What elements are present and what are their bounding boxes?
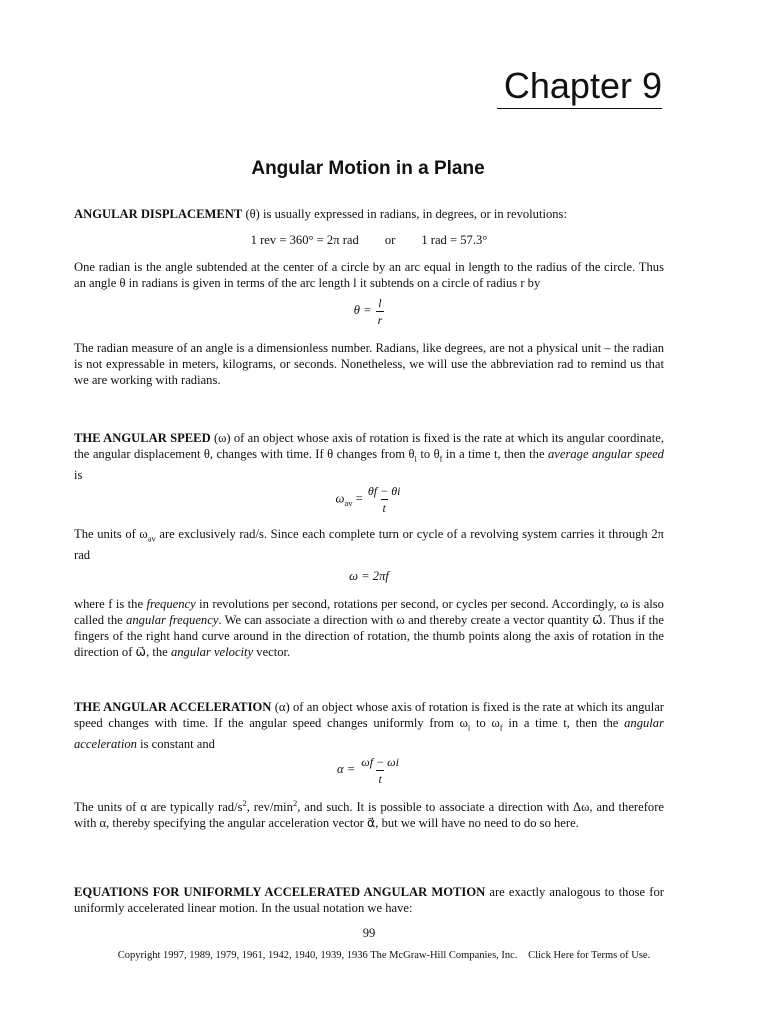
equation-rev-left: 1 rev = 360° = 2π rad bbox=[250, 233, 359, 247]
angular-speed-symbol: (ω) bbox=[213, 431, 231, 445]
units-alpha-text: The units of α are typically rad/s bbox=[74, 800, 243, 815]
angular-acceleration-text: is constant and bbox=[136, 736, 215, 751]
omega-f-subscript: f bbox=[499, 722, 503, 733]
equation-alpha bbox=[74, 755, 664, 786]
average-angular-speed-term: average angular speed bbox=[547, 447, 664, 461]
angular-acceleration-text: of an object whose axis of rotation is fixed is the rate at which its angular speed changes with time. If the angular speed changes uniformly from ω bbox=[74, 700, 664, 730]
equation-omega-av-equals: = bbox=[355, 491, 363, 506]
equation-rev-right: 1 rad = 57.3° bbox=[421, 233, 488, 247]
units-alpha-text: , rev/min bbox=[246, 800, 293, 815]
frequency-text: vector. bbox=[253, 645, 291, 659]
angular-acceleration-heading: THE ANGULAR ACCELERATION bbox=[74, 700, 272, 714]
equation-alpha-lhs: α = bbox=[337, 762, 356, 777]
equation-rev-or: or bbox=[384, 233, 396, 247]
equation-theta-denominator: r bbox=[377, 313, 383, 327]
units-alpha-superscript: 2 bbox=[242, 798, 247, 808]
frequency-text: in revolutions per second, rotations per second, or cycles per second. Accordingly, ω is also called the bbox=[74, 597, 664, 627]
equation-theta bbox=[74, 296, 664, 327]
equation-omega-text: ω = 2πf bbox=[349, 569, 389, 583]
displacement-paragraph bbox=[74, 206, 664, 222]
units-omega-text: The units of ω bbox=[74, 527, 148, 541]
units-omega-paragraph bbox=[74, 526, 664, 563]
footer bbox=[74, 950, 694, 961]
displacement-heading: ANGULAR DISPLACEMENT bbox=[74, 207, 243, 221]
omega-av-subscript: av bbox=[147, 533, 156, 544]
equation-alpha-denominator: t bbox=[378, 772, 382, 786]
equation-omega-av-lhs: ω bbox=[335, 491, 345, 506]
angular-acceleration-text: to ω bbox=[470, 716, 500, 730]
equations-paragraph bbox=[74, 884, 664, 916]
units-alpha-superscript: 2 bbox=[292, 798, 298, 808]
equation-omega-av bbox=[74, 484, 664, 515]
angular-acceleration-term: angular acceleration bbox=[74, 716, 664, 751]
frequency-term: frequency bbox=[146, 597, 196, 611]
displacement-symbol: (θ) bbox=[245, 207, 260, 221]
angular-frequency-term: angular frequency bbox=[126, 613, 219, 627]
angular-speed-text: is bbox=[74, 467, 83, 482]
equation-omega bbox=[74, 568, 664, 584]
chapter-label: Chapter 9 bbox=[503, 65, 662, 106]
equation-theta-numerator: l bbox=[378, 296, 382, 310]
frequency-text: where f is the bbox=[74, 597, 147, 611]
equation-alpha-numerator: ωf − ωi bbox=[361, 755, 399, 769]
equations-heading: EQUATIONS FOR UNIFORMLY ACCELERATED ANGULAR MOTION bbox=[74, 885, 486, 899]
terms-of-use-link[interactable]: Click Here for Terms of Use. bbox=[528, 950, 651, 961]
angular-speed-text: of an object whose axis of rotation is fixed is the rate at which its angular coordinate, the angular displacement θ, changes with time. If θ changes from θ bbox=[74, 431, 664, 461]
equation-theta-lhs: θ = bbox=[353, 303, 372, 318]
units-alpha-text: , and such. It is possible to associate a direction with Δω, and therefore with α, thereby specifying the angular acceleration vector α⃗, but we will have no need to do so here. bbox=[74, 800, 664, 831]
units-omega-text: are exclusively rad/s. Since each complete turn or cycle of a revolving system carries it through 2π rad bbox=[74, 527, 664, 562]
angular-speed-heading: THE ANGULAR SPEED bbox=[74, 431, 211, 445]
frequency-paragraph bbox=[74, 596, 664, 660]
omega-i-subscript: i bbox=[467, 722, 471, 733]
equation-omega-av-numerator: θf − θi bbox=[367, 484, 401, 498]
angular-acceleration-symbol: (α) bbox=[274, 700, 290, 714]
chapter-rule bbox=[497, 108, 662, 109]
displacement-text: is usually expressed in radians, in degrees, or in revolutions: bbox=[259, 207, 567, 221]
angular-acceleration-text: in a time t, then the bbox=[502, 716, 625, 730]
frequency-text: . We can associate a direction with ω and thereby create a vector quantity ω⃗. Thus if the fingers of the right hand curve around in the direction of rotation, the thumb points along the axis of rotation in the direction of ω⃗, the bbox=[74, 613, 664, 659]
radian-definition-paragraph: One radian is the angle subtended at the center of a circle by an arc equal in length to the radius of the circle. Thus an angle θ in radians is given in terms of the arc length l it subtends on a circle of radius r by bbox=[74, 260, 664, 290]
theta-f-subscript: f bbox=[439, 453, 443, 464]
page-title: Angular Motion in a Plane bbox=[251, 158, 485, 179]
equation-omega-av-subscript: av bbox=[344, 497, 353, 508]
copyright-text: Copyright 1997, 1989, 1979, 1961, 1942, 1940, 1939, 1936 The McGraw-Hill Companies, Inc. bbox=[117, 950, 518, 961]
equations-text: are exactly analogous to those for uniformly accelerated linear motion. In the usual notation we have: bbox=[74, 885, 664, 915]
equation-omega-av-denominator: t bbox=[382, 501, 386, 515]
angular-speed-text: in a time t, then the bbox=[442, 447, 548, 461]
equation-rev bbox=[74, 232, 664, 248]
radian-measure-paragraph: The radian measure of an angle is a dimensionless number. Radians, like degrees, are not a physical unit – the radian is not expressable in meters, kilograms, or seconds. Nonetheless, we will use the abbreviation rad to remind us that we are working with radians. bbox=[74, 341, 664, 387]
angular-acceleration-paragraph bbox=[74, 699, 664, 752]
units-alpha-paragraph bbox=[74, 795, 664, 831]
theta-i-subscript: i bbox=[414, 453, 417, 464]
angular-speed-paragraph bbox=[74, 430, 664, 483]
page-number: 99 bbox=[362, 926, 376, 940]
angular-speed-text: to θ bbox=[416, 447, 440, 461]
angular-velocity-term: angular velocity bbox=[170, 645, 254, 659]
